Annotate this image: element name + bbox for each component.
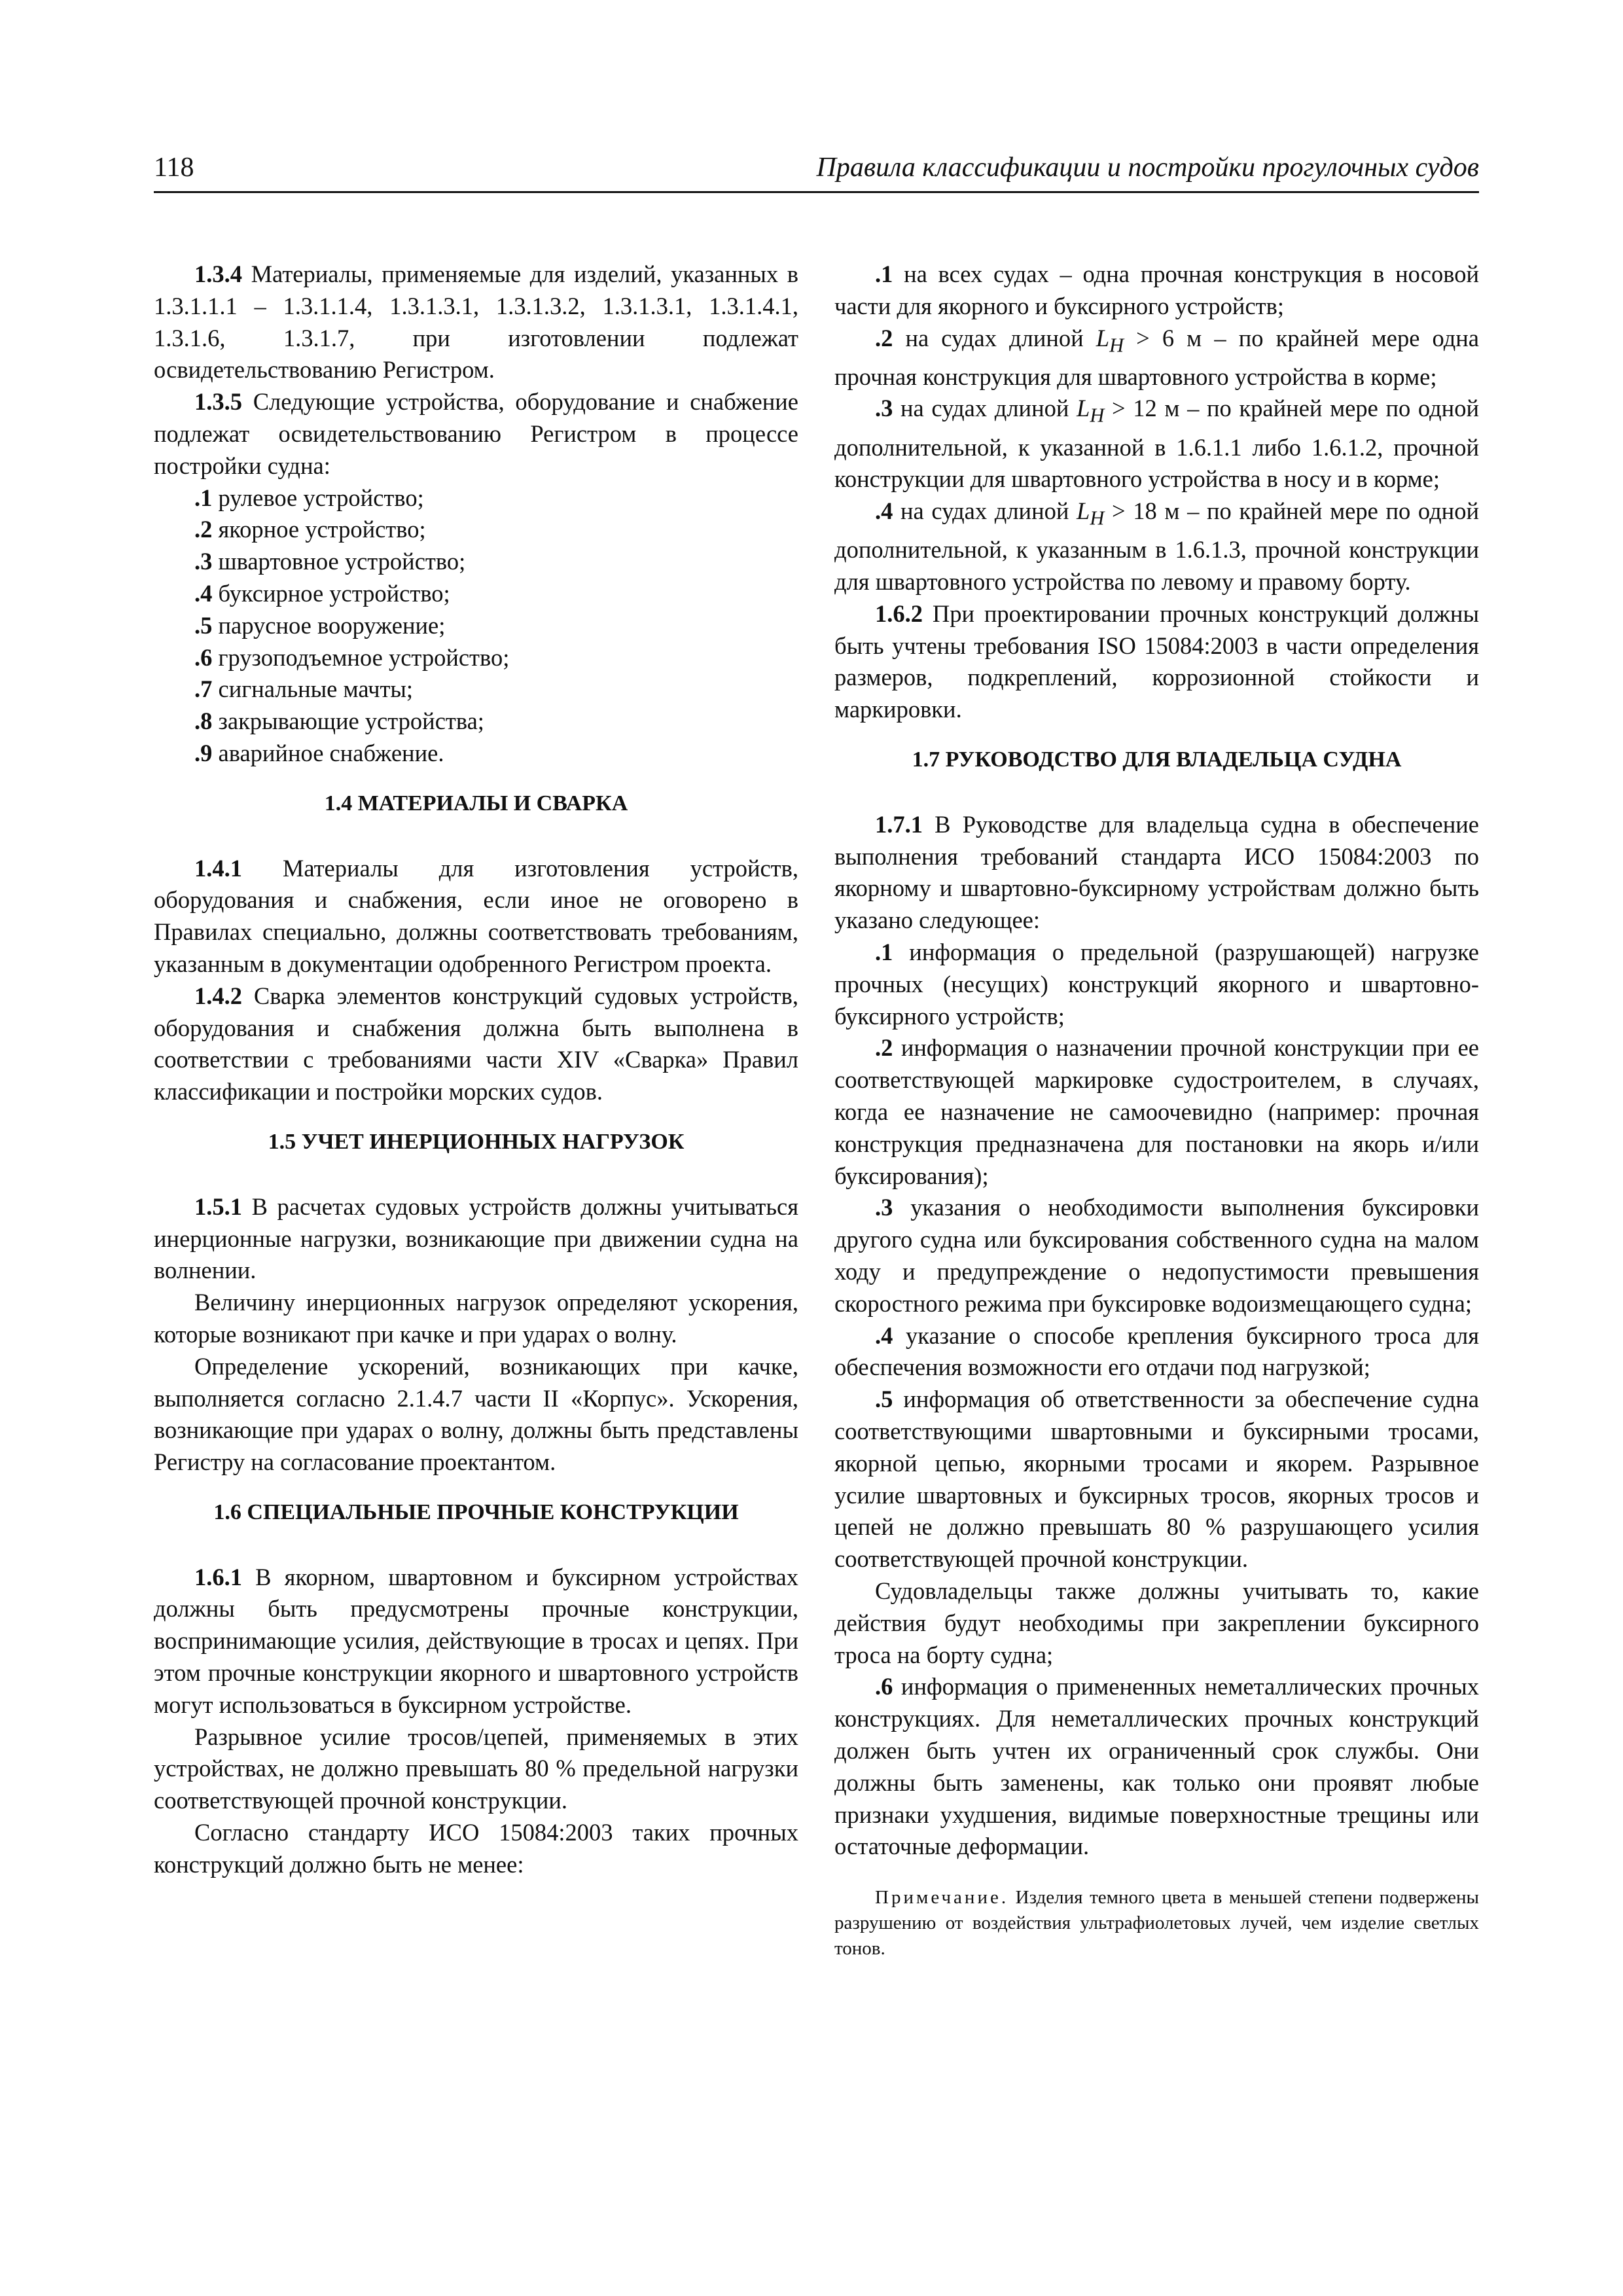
list-item <box>154 482 798 514</box>
paragraph-1-6-1 <box>154 1562 798 1721</box>
paragraph-text: В расчетах судовых устройств должны учитываться инерционные нагрузки, возникающие при движении судна на волнении. <box>154 1193 798 1284</box>
page-header <box>154 152 1479 196</box>
list-item-text: парусное вооружение; <box>212 611 446 639</box>
paragraph-text: Разрывное усилие тросов/цепей, применяемых в этих устройствах, не должно превышать 80 % предельной нагрузки соответствующей прочной конструкции. <box>154 1723 798 1814</box>
length-symbol: L <box>1077 395 1090 422</box>
list-item-text: якорное устройство; <box>212 516 426 543</box>
list-item-text: буксирное устройство; <box>212 579 450 607</box>
paragraph-text: Величину инерционных нагрузок определяют ускорения, которые возникают при качке и при ударах о волну. <box>154 1289 798 1348</box>
list-item-text: информация о назначении прочной конструкции при ее соответствующей маркировке судостроителем, в случаях, когда ее назначение не самоочевидно (например: прочная конструкция предназначена для постановки на якорь и/или буксирования); <box>834 1034 1479 1189</box>
paragraph-text: Судовладельцы также должны учитывать то, какие действия будут необходимы при закреплении буксирного троса на борту судна; <box>834 1577 1479 1668</box>
paragraph-1-7-1 <box>834 809 1479 937</box>
list-item-text: информация о предельной (разрушающей) нагрузке прочных (несущих) конструкций якорного и швартовно-буксирного устройств; <box>834 939 1479 1030</box>
list-item <box>834 1671 1479 1863</box>
length-subscript: H <box>1109 333 1124 356</box>
clause-number: 1.6.1 <box>194 1563 242 1590</box>
list-item-number: .4 <box>194 579 213 607</box>
paragraph-1-3-4 <box>154 259 798 386</box>
list-item-text: швартовное устройство; <box>212 548 466 575</box>
list-item-text: информация об ответственности за обеспечение судна соответствующими швартовными и буксирными тросами, якорной цепью, якорными тросами и якорем. Разрывное усилие швартовных и буксирных тросов, якорных тросов и цепей не должно превышать 80 % разрушающего усилия соответствующей прочной конструкции. <box>834 1386 1479 1573</box>
list-item-text: > 12 м – по крайней мере по одной дополнительной, к указанной в 1.6.1.1 либо 1.6.1.2, прочной конструкции для швартовного устройства в носу и в корме; <box>834 395 1479 493</box>
list-item-text: указание о способе крепления буксирного троса для обеспечения возможности его отдачи под нагрузкой; <box>834 1321 1479 1381</box>
list-item <box>834 259 1479 323</box>
note-label: Примечание. <box>875 1887 1009 1909</box>
list-item-number: .5 <box>194 611 213 639</box>
list-item-number: .6 <box>194 643 213 671</box>
list-item-text: рулевое устройство; <box>212 484 424 511</box>
list-item-number: .3 <box>194 548 213 575</box>
clause-number: 1.6.2 <box>875 600 923 627</box>
list-item-number: .3 <box>875 1194 893 1221</box>
paragraph-text: Материалы, применяемые для изделий, указанных в 1.3.1.1.1 – 1.3.1.1.4, 1.3.1.3.1, 1.3.1.3.2, 1.3.1.3.1, 1.3.1.4.1, 1.3.1.6, 1.3.1.7, при изготовлении подлежат освидетельствованию Регистром. <box>154 260 798 384</box>
list-item-number: .1 <box>875 939 893 966</box>
list-item-text: > 6 м – по крайней мере одна прочная конструкция для швартовного устройства в корме; <box>834 324 1479 390</box>
paragraph-text: Согласно стандарту ИСО 15084:2003 таких прочных конструкций должно быть не менее: <box>154 1819 798 1878</box>
clause-number: 1.3.5 <box>194 388 242 416</box>
list-item-number: .2 <box>875 1034 893 1062</box>
paragraph-text: В Руководстве для владельца судна в обеспечение выполнения требований стандарта ИСО 15084:2003 по якорному и швартовно-буксирному устройствам должно быть указано следующее: <box>834 810 1479 934</box>
list-item-number: .1 <box>875 260 893 287</box>
list-item <box>154 610 798 642</box>
paragraph-text: В якорном, швартовном и буксирном устройствах должны быть предусмотрены прочные конструкции, воспринимающие усилия, действующие в тросах и цепях. При этом прочные конструкции якорного и швартовного устройств могут использоваться в буксирном устройстве. <box>154 1563 798 1718</box>
paragraph-1-6-2 <box>834 598 1479 726</box>
paragraph-1-4-2 <box>154 980 798 1108</box>
list-item <box>154 514 798 546</box>
list-item <box>834 393 1479 495</box>
section-heading-1-6: 1.6 СПЕЦИАЛЬНЫЕ ПРОЧНЫЕ КОНСТРУКЦИИ <box>213 1499 739 1524</box>
list-item-number: .4 <box>875 497 893 525</box>
list-item <box>834 495 1479 598</box>
paragraph-1-5-1 <box>154 1191 798 1287</box>
list-item-text: грузоподъемное устройство; <box>212 643 510 671</box>
length-subscript: H <box>1090 507 1105 529</box>
list-item-text: на всех судах – одна прочная конструкция в носовой части для якорного и буксирного устройств; <box>834 260 1479 319</box>
list-item-number: .3 <box>875 395 893 422</box>
clause-number: 1.5.1 <box>194 1193 242 1220</box>
list-item-number: .8 <box>194 708 213 735</box>
list-item-text: указания о необходимости выполнения буксировки другого судна или буксирования собственного судна на малом ходу и предупреждение о недопустимости превышения скоростного режима при буксировке водоизмещающего судна; <box>834 1194 1479 1317</box>
length-subscript: H <box>1090 404 1105 427</box>
paragraph-text: Определение ускорений, возникающих при качке, выполняется согласно 2.1.4.7 части II «Корпус». Ускорения, возникающие при ударах о волну, должны быть представлены Регистру на согласование проектантом. <box>154 1352 798 1476</box>
list-item-text: на судах длиной <box>893 395 1077 422</box>
paragraph-1-3-5 <box>154 386 798 482</box>
page-number: 118 <box>154 152 194 183</box>
list-item <box>154 706 798 738</box>
section-heading-1-4: 1.4 МАТЕРИАЛЫ И СВАРКА <box>324 791 628 816</box>
list-item-number: .2 <box>875 324 893 351</box>
paragraph-text: Следующие устройства, оборудование и снабжение подлежат освидетельствованию Регистром в процессе постройки судна: <box>154 388 798 479</box>
list-item-text: информация о примененных неметаллических прочных конструкциях. Для неметаллических прочных конструкций должен быть учтен их ограниченный срок службы. Они должны быть заменены, как только они проявят любые признаки ухудшения, видимые поверхностные трещины или остаточные деформации. <box>834 1673 1479 1860</box>
left-column <box>154 259 798 1881</box>
list-item-text: сигнальные мачты; <box>212 675 414 703</box>
clause-number: 1.4.1 <box>194 854 242 882</box>
clause-number: 1.7.1 <box>875 810 923 838</box>
list-item <box>834 1032 1479 1192</box>
list-item-number: .9 <box>194 739 213 766</box>
paragraph-1-4-1 <box>154 853 798 980</box>
list-item-number: .2 <box>194 516 213 543</box>
clause-number: 1.4.2 <box>194 982 242 1009</box>
header-rule <box>154 191 1479 193</box>
list-item <box>834 1384 1479 1575</box>
section-heading-1-5: 1.5 УЧЕТ ИНЕРЦИОННЫХ НАГРУЗОК <box>268 1129 685 1154</box>
list-item <box>834 1320 1479 1384</box>
paragraph-text: При проектировании прочных конструкций должны быть учтены требования ISO 15084:2003 в части определения размеров, подкреплений, коррозионной стойкости и маркировки. <box>834 600 1479 723</box>
clause-number: 1.3.4 <box>194 260 242 287</box>
note-text: Изделия темного цвета в меньшей степени подвержены разрушению от воздействия ультрафиолетовых лучей, чем изделие светлых тонов. <box>834 1887 1479 1960</box>
list-item <box>834 937 1479 1032</box>
list-item-text: закрывающие устройства; <box>212 708 484 735</box>
right-column <box>834 259 1479 1962</box>
note <box>834 1885 1479 1962</box>
list-item <box>834 1192 1479 1319</box>
list-item <box>154 673 798 706</box>
list-item-number: .5 <box>875 1386 893 1413</box>
list-item-text: > 18 м – по крайней мере по одной дополнительной, к указанным в 1.6.1.3, прочной конструкции для швартовного устройства по левому и правому борту. <box>834 497 1479 596</box>
list-item <box>154 738 798 770</box>
list-item-text: аварийное снабжение. <box>212 739 444 766</box>
paragraph-text: Сварка элементов конструкций судовых устройств, оборудования и снабжения должна быть выполнена в соответствии с требованиями части XIV «Сварка» Правил классификации и постройки морских судов. <box>154 982 798 1105</box>
list-item <box>834 323 1479 393</box>
list-item-number: .1 <box>194 484 213 511</box>
list-item-number: .4 <box>875 1321 893 1349</box>
list-item <box>154 546 798 578</box>
section-heading-1-7: 1.7 РУКОВОДСТВО ДЛЯ ВЛАДЕЛЬЦА СУДНА <box>912 747 1402 772</box>
list-item <box>154 642 798 674</box>
list-item-text: на судах длиной <box>893 324 1096 351</box>
list-item-number: .6 <box>875 1673 893 1700</box>
length-symbol: L <box>1077 497 1090 525</box>
list-item-text: на судах длиной <box>893 497 1077 525</box>
running-title: Правила классификации и постройки прогулочных судов <box>816 152 1479 183</box>
list-item-number: .7 <box>194 675 213 703</box>
paragraph-text: Материалы для изготовления устройств, оборудования и снабжения, если иное не оговорено в Правилах специально, должны соответствовать требованиям, указанным в документации одобренного Регистром проекта. <box>154 854 798 977</box>
length-symbol: L <box>1096 324 1110 351</box>
list-item <box>154 578 798 610</box>
